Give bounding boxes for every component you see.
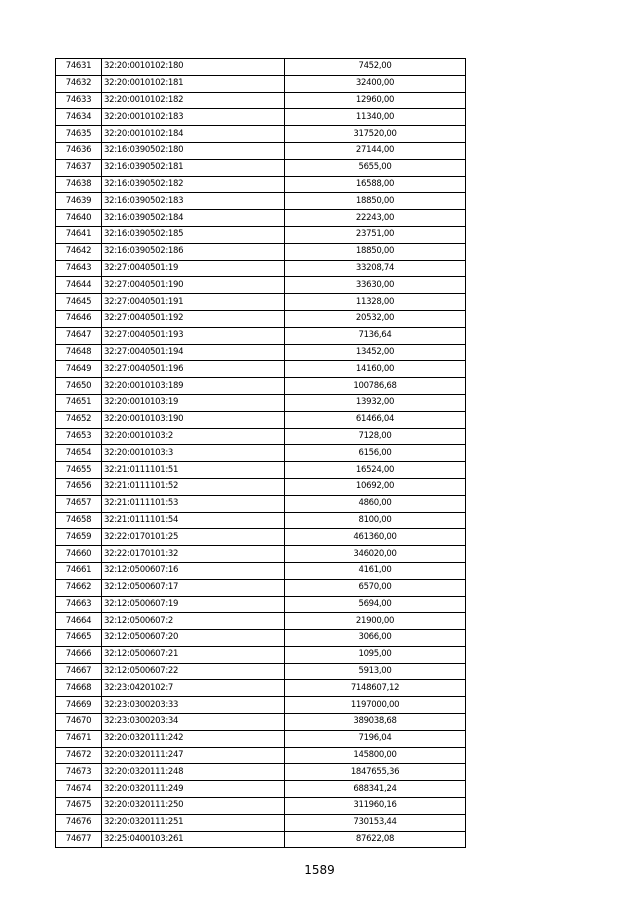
row-number-cell: 74661 [56, 562, 102, 579]
cadastral-number-cell: 32:27:0040501:194 [102, 344, 285, 361]
cadastral-value-cell: 311960,16 [285, 798, 466, 815]
table-row [56, 428, 466, 445]
cadastral-number-cell: 32:22:0170101:32 [102, 546, 285, 563]
cadastral-value-cell: 87622,08 [285, 831, 466, 848]
table-row [56, 294, 466, 311]
cadastral-number-cell: 32:20:0010103:3 [102, 445, 285, 462]
cadastral-number-cell: 32:20:0010103:19 [102, 394, 285, 411]
row-number-cell: 74669 [56, 697, 102, 714]
table-row [56, 562, 466, 579]
cadastral-value-cell: 11328,00 [285, 294, 466, 311]
row-number-cell: 74631 [56, 59, 102, 76]
cadastral-value-cell: 32400,00 [285, 75, 466, 92]
table-row [56, 478, 466, 495]
cadastral-value-cell: 7452,00 [285, 59, 466, 76]
cadastral-value-cell: 3066,00 [285, 630, 466, 647]
cadastral-value-cell: 730153,44 [285, 814, 466, 831]
row-number-cell: 74665 [56, 630, 102, 647]
page-number: 1589 [304, 863, 335, 877]
row-number-cell: 74641 [56, 226, 102, 243]
cadastral-number-cell: 32:16:0390502:183 [102, 193, 285, 210]
row-number-cell: 74659 [56, 529, 102, 546]
cadastral-number-cell: 32:25:0400103:261 [102, 831, 285, 848]
cadastral-value-cell: 20532,00 [285, 310, 466, 327]
cadastral-value-cell: 7196,04 [285, 730, 466, 747]
table-row [56, 445, 466, 462]
cadastral-number-cell: 32:16:0390502:182 [102, 176, 285, 193]
table-row [56, 243, 466, 260]
cadastral-value-cell: 14160,00 [285, 361, 466, 378]
cadastral-number-cell: 32:22:0170101:25 [102, 529, 285, 546]
table-row [56, 596, 466, 613]
table-row [56, 59, 466, 76]
table-row [56, 798, 466, 815]
row-number-cell: 74654 [56, 445, 102, 462]
table-row [56, 75, 466, 92]
cadastral-value-cell: 7136,64 [285, 327, 466, 344]
row-number-cell: 74644 [56, 277, 102, 294]
table-row [56, 361, 466, 378]
table-row [56, 747, 466, 764]
cadastral-number-cell: 32:12:0500607:17 [102, 579, 285, 596]
cadastral-value-cell: 16524,00 [285, 462, 466, 479]
row-number-cell: 74668 [56, 680, 102, 697]
row-number-cell: 74636 [56, 142, 102, 159]
cadastral-number-cell: 32:23:0300203:34 [102, 714, 285, 731]
table-row [56, 529, 466, 546]
row-number-cell: 74662 [56, 579, 102, 596]
row-number-cell: 74642 [56, 243, 102, 260]
cadastral-number-cell: 32:21:0111101:54 [102, 512, 285, 529]
cadastral-number-cell: 32:27:0040501:192 [102, 310, 285, 327]
cadastral-value-cell: 6570,00 [285, 579, 466, 596]
row-number-cell: 74649 [56, 361, 102, 378]
table-row [56, 831, 466, 848]
cadastral-number-cell: 32:20:0320111:251 [102, 814, 285, 831]
row-number-cell: 74667 [56, 663, 102, 680]
row-number-cell: 74655 [56, 462, 102, 479]
row-number-cell: 74647 [56, 327, 102, 344]
table-row [56, 109, 466, 126]
row-number-cell: 74656 [56, 478, 102, 495]
row-number-cell: 74646 [56, 310, 102, 327]
table-row [56, 260, 466, 277]
cadastral-value-cell: 7128,00 [285, 428, 466, 445]
table-row [56, 394, 466, 411]
cadastral-value-cell: 33208,74 [285, 260, 466, 277]
row-number-cell: 74650 [56, 378, 102, 395]
cadastral-number-cell: 32:20:0320111:249 [102, 781, 285, 798]
table-row [56, 344, 466, 361]
cadastral-number-cell: 32:23:0300203:33 [102, 697, 285, 714]
cadastral-number-cell: 32:16:0390502:184 [102, 210, 285, 227]
table-row [56, 92, 466, 109]
table-row [56, 462, 466, 479]
cadastral-value-cell: 346020,00 [285, 546, 466, 563]
cadastral-value-cell: 12960,00 [285, 92, 466, 109]
table-row [56, 613, 466, 630]
row-number-cell: 74645 [56, 294, 102, 311]
table-row [56, 764, 466, 781]
row-number-cell: 74666 [56, 646, 102, 663]
table-row [56, 663, 466, 680]
table-row [56, 277, 466, 294]
cadastral-number-cell: 32:12:0500607:19 [102, 596, 285, 613]
table-row [56, 630, 466, 647]
cadastral-value-cell: 1847655,36 [285, 764, 466, 781]
table-row [56, 142, 466, 159]
row-number-cell: 74638 [56, 176, 102, 193]
cadastral-number-cell: 32:12:0500607:2 [102, 613, 285, 630]
cadastral-number-cell: 32:23:0420102:7 [102, 680, 285, 697]
table-row [56, 310, 466, 327]
cadastral-number-cell: 32:20:0010103:189 [102, 378, 285, 395]
table-row [56, 546, 466, 563]
row-number-cell: 74674 [56, 781, 102, 798]
cadastral-value-cell: 13932,00 [285, 394, 466, 411]
table-body [56, 59, 466, 848]
row-number-cell: 74664 [56, 613, 102, 630]
cadastral-value-cell: 461360,00 [285, 529, 466, 546]
row-number-cell: 74632 [56, 75, 102, 92]
cadastral-number-cell: 32:20:0010102:184 [102, 126, 285, 143]
cadastral-value-cell: 317520,00 [285, 126, 466, 143]
cadastral-number-cell: 32:12:0500607:21 [102, 646, 285, 663]
cadastral-value-cell: 22243,00 [285, 210, 466, 227]
cadastral-value-cell: 18850,00 [285, 243, 466, 260]
cadastral-number-cell: 32:20:0320111:250 [102, 798, 285, 815]
cadastral-number-cell: 32:20:0010102:183 [102, 109, 285, 126]
cadastral-value-cell: 100786,68 [285, 378, 466, 395]
row-number-cell: 74633 [56, 92, 102, 109]
table-row [56, 714, 466, 731]
cadastral-number-cell: 32:27:0040501:193 [102, 327, 285, 344]
cadastral-number-cell: 32:20:0320111:248 [102, 764, 285, 781]
cadastral-value-cell: 18850,00 [285, 193, 466, 210]
cadastral-number-cell: 32:20:0320111:247 [102, 747, 285, 764]
cadastral-value-cell: 389038,68 [285, 714, 466, 731]
table-row [56, 378, 466, 395]
cadastral-value-cell: 21900,00 [285, 613, 466, 630]
row-number-cell: 74634 [56, 109, 102, 126]
row-number-cell: 74671 [56, 730, 102, 747]
cadastral-value-cell: 33630,00 [285, 277, 466, 294]
cadastral-value-table [55, 58, 466, 848]
row-number-cell: 74640 [56, 210, 102, 227]
row-number-cell: 74653 [56, 428, 102, 445]
cadastral-number-cell: 32:27:0040501:191 [102, 294, 285, 311]
cadastral-value-cell: 13452,00 [285, 344, 466, 361]
row-number-cell: 74660 [56, 546, 102, 563]
row-number-cell: 74673 [56, 764, 102, 781]
cadastral-value-cell: 10692,00 [285, 478, 466, 495]
cadastral-number-cell: 32:12:0500607:22 [102, 663, 285, 680]
row-number-cell: 74670 [56, 714, 102, 731]
cadastral-value-cell: 61466,04 [285, 411, 466, 428]
cadastral-value-cell: 6156,00 [285, 445, 466, 462]
row-number-cell: 74643 [56, 260, 102, 277]
cadastral-value-cell: 27144,00 [285, 142, 466, 159]
cadastral-value-cell: 16588,00 [285, 176, 466, 193]
row-number-cell: 74651 [56, 394, 102, 411]
cadastral-value-cell: 8100,00 [285, 512, 466, 529]
table-row [56, 697, 466, 714]
cadastral-number-cell: 32:20:0010103:190 [102, 411, 285, 428]
cadastral-value-cell: 23751,00 [285, 226, 466, 243]
cadastral-value-cell: 1095,00 [285, 646, 466, 663]
row-number-cell: 74658 [56, 512, 102, 529]
cadastral-value-cell: 5694,00 [285, 596, 466, 613]
cadastral-value-cell: 5913,00 [285, 663, 466, 680]
cadastral-number-cell: 32:21:0111101:51 [102, 462, 285, 479]
table-row [56, 680, 466, 697]
cadastral-number-cell: 32:21:0111101:52 [102, 478, 285, 495]
table-row [56, 226, 466, 243]
table-row [56, 646, 466, 663]
row-number-cell: 74672 [56, 747, 102, 764]
table-row [56, 495, 466, 512]
cadastral-value-cell: 4860,00 [285, 495, 466, 512]
cadastral-number-cell: 32:16:0390502:185 [102, 226, 285, 243]
table-row [56, 579, 466, 596]
cadastral-number-cell: 32:16:0390502:181 [102, 159, 285, 176]
cadastral-value-cell: 688341,24 [285, 781, 466, 798]
cadastral-number-cell: 32:27:0040501:19 [102, 260, 285, 277]
row-number-cell: 74637 [56, 159, 102, 176]
row-number-cell: 74635 [56, 126, 102, 143]
cadastral-number-cell: 32:16:0390502:186 [102, 243, 285, 260]
cadastral-number-cell: 32:20:0010102:180 [102, 59, 285, 76]
cadastral-value-cell: 4161,00 [285, 562, 466, 579]
row-number-cell: 74652 [56, 411, 102, 428]
table-row [56, 781, 466, 798]
cadastral-value-cell: 5655,00 [285, 159, 466, 176]
cadastral-number-cell: 32:27:0040501:196 [102, 361, 285, 378]
cadastral-number-cell: 32:20:0010103:2 [102, 428, 285, 445]
cadastral-number-cell: 32:12:0500607:16 [102, 562, 285, 579]
cadastral-value-cell: 11340,00 [285, 109, 466, 126]
table-row [56, 814, 466, 831]
table-row [56, 210, 466, 227]
row-number-cell: 74663 [56, 596, 102, 613]
row-number-cell: 74676 [56, 814, 102, 831]
row-number-cell: 74657 [56, 495, 102, 512]
cadastral-value-cell: 7148607,12 [285, 680, 466, 697]
cadastral-value-cell: 145800,00 [285, 747, 466, 764]
row-number-cell: 74648 [56, 344, 102, 361]
table-row [56, 730, 466, 747]
cadastral-number-cell: 32:20:0010102:181 [102, 75, 285, 92]
cadastral-number-cell: 32:27:0040501:190 [102, 277, 285, 294]
cadastral-number-cell: 32:20:0320111:242 [102, 730, 285, 747]
cadastral-value-cell: 1197000,00 [285, 697, 466, 714]
cadastral-number-cell: 32:20:0010102:182 [102, 92, 285, 109]
row-number-cell: 74639 [56, 193, 102, 210]
cadastral-number-cell: 32:21:0111101:53 [102, 495, 285, 512]
cadastral-number-cell: 32:12:0500607:20 [102, 630, 285, 647]
table-row [56, 159, 466, 176]
row-number-cell: 74677 [56, 831, 102, 848]
table-row [56, 327, 466, 344]
cadastral-number-cell: 32:16:0390502:180 [102, 142, 285, 159]
row-number-cell: 74675 [56, 798, 102, 815]
table-row [56, 411, 466, 428]
table-row [56, 126, 466, 143]
table-row [56, 193, 466, 210]
table-row [56, 512, 466, 529]
table-row [56, 176, 466, 193]
